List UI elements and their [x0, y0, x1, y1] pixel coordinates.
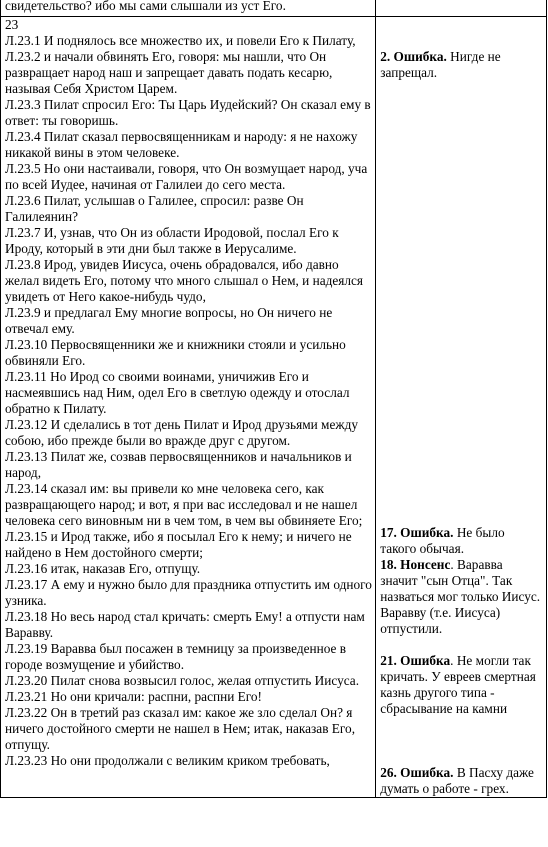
verse-line: Л.23.21 Но они кричали: распни, распни Его! — [5, 689, 262, 704]
verse-line: Л.23.1 И поднялось все множество их, и повели Его к Пилату, — [5, 33, 356, 48]
note-label: 26. Ошибка. — [380, 765, 454, 780]
note-label: 2. Ошибка. — [380, 49, 447, 64]
note-17 — [380, 525, 543, 557]
verse-line: Л.23.16 итак, наказав Его, отпущу. — [5, 561, 201, 576]
verse-line: Л.23.20 Пилат снова возвысил голос, желая отпустить Иисуса. — [5, 673, 360, 688]
verse-line: Л.23.5 Но они настаивали, говоря, что Он возмущает народ, уча по всей Иудее, начиная от Галилеи до сего места. — [5, 161, 368, 192]
note-label: 18. Нонсенс — [380, 557, 451, 572]
note-text: . Варавва значит "сын Отца". Так назваться мог только Иисус. Варавву (т.е. Иисуса) отпустили. — [380, 557, 541, 636]
verse-line: Л.23.14 сказал им: вы привели ко мне человека сего, как развращающего народ; и вот, я при вас исследовал и не нашел человека сего виновным ни в чем том, в чем вы обвиняете Его; — [5, 481, 363, 528]
verse-line: Л.23.3 Пилат спросил Его: Ты Царь Иудейский? Он сказал ему в ответ: ты говоришь. — [5, 97, 371, 128]
verse-line: Л.23.15 и Ирод также, ибо я посылал Его к нему; и ничего не найдено в Нем достойного смерти; — [5, 529, 352, 560]
verse-line: Л.23.10 Первосвященники же и книжники стояли и усильно обвиняли Его. — [5, 337, 346, 368]
note-text: Нигде не запрещал. — [380, 49, 501, 80]
note-label: 21. Ошибка — [380, 653, 451, 668]
verse-line: Л.23.12 И сделались в тот день Пилат и Ирод друзьями между собою, ибо прежде были во вражде друг с другом. — [5, 417, 358, 448]
note-text: В Пасху даже думать о работе - грех. — [380, 765, 534, 796]
note-26 — [380, 765, 543, 797]
verse-line: Л.23.23 Но они продолжали с великим криком требовать, — [5, 753, 330, 768]
verse-line: Л.23.17 А ему и нужно было для праздника отпустить им одного узника. — [5, 577, 372, 608]
verse-line: Л.23.11 Но Ирод со своими воинами, уничижив Его и насмеявшись над Ним, одел Его в светлую одежду и отослал обратно к Пилату. — [5, 369, 350, 416]
note-text: . Не могли так кричать. У евреев смертная казнь другого типа - сбрасывание на камни — [380, 653, 536, 716]
verse-line: Л.23.2 и начали обвинять Его, говоря: мы нашли, что Он развращает народ наш и запрещает давать подать кесарю, называя Себя Христом Царем. — [5, 49, 333, 96]
table-row — [1, 0, 547, 17]
verse-line: Л.23.4 Пилат сказал первосвященникам и народу: я не нахожу никакой вины в этом человеке. — [5, 129, 358, 160]
note-cell — [376, 17, 547, 798]
verse-line: Л.23.8 Ирод, увидев Иисуса, очень обрадовался, ибо давно желал видеть Его, потому что много слышал о Нем, и надеялся увидеть от Него какое-нибудь чудо, — [5, 257, 364, 304]
table-row — [1, 17, 547, 798]
verse-cell — [1, 17, 376, 798]
note-label: 17. Ошибка. — [380, 525, 454, 540]
verse-line: Л.23.13 Пилат же, созвав первосвященников и начальников и народ, — [5, 449, 352, 480]
verse-line: Л.23.22 Он в третий раз сказал им: какое же зло сделал Он? я ничего достойного смерти не нашел в Нем; итак, наказав Его, отпущу. — [5, 705, 356, 752]
verse-line: Л.23.7 И, узнав, что Он из области Иродовой, послал Его к Ироду, который в эти дни был также в Иерусалиме. — [5, 225, 339, 256]
note-21 — [380, 653, 543, 717]
note-text: Не было такого обычая. — [380, 525, 505, 556]
verse-line: Л.23.6 Пилат, услышав о Галилее, спросил: разве Он Галилеянин? — [5, 193, 304, 224]
chapter-number: 23 — [5, 17, 19, 32]
note-cell — [376, 0, 547, 17]
note-18 — [380, 557, 543, 637]
verse-cell — [1, 0, 376, 17]
verse-text: свидетельство? ибо мы сами слышали из уст Его. — [5, 0, 286, 13]
verse-line: Л.23.19 Варавва был посажен в темницу за произведенное в городе возмущение и убийство. — [5, 641, 347, 672]
verse-line: Л.23.18 Но весь народ стал кричать: смерть Ему! а отпусти нам Варавву. — [5, 609, 365, 640]
note-2 — [380, 49, 543, 81]
verse-line: Л.23.9 и предлагал Ему многие вопросы, но Он ничего не отвечал ему. — [5, 305, 333, 336]
